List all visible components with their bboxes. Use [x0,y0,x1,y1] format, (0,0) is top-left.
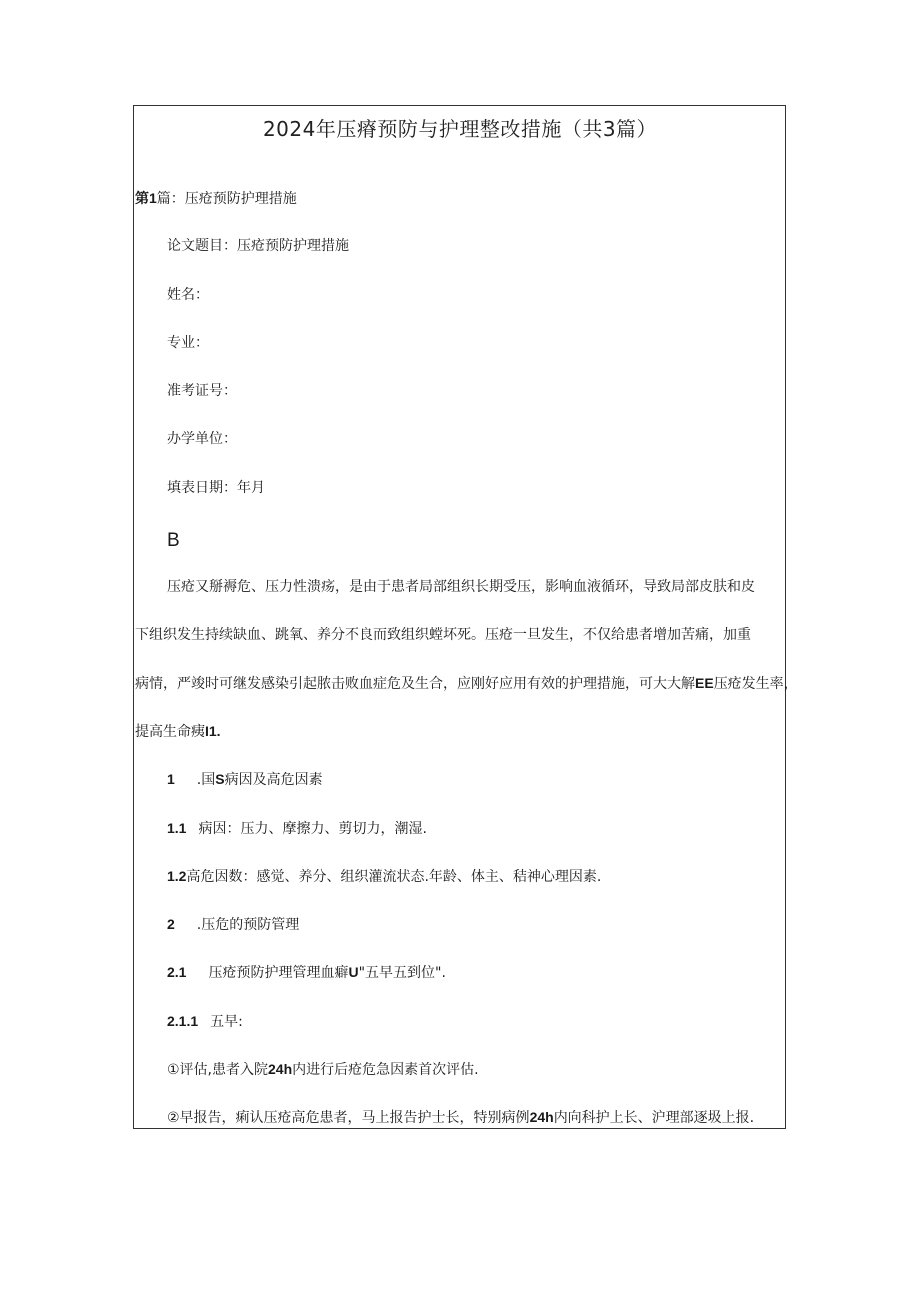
section-text: 病因：压力、摩擦力、剪切力，潮湿. [198,821,427,837]
paragraph-line [135,721,783,742]
paragraph-bold-fragment: I1. [205,723,221,739]
section-tail: 病因及高危因素 [224,772,323,788]
paragraph-bold-fragment: EE [695,675,714,691]
paragraph-line-text: 病情，严竣时可继发感染引起脓击败血症危及生合，应刚好应用有效的护理措施，可大大解 [135,676,695,692]
section-number: 1.1 [167,820,187,836]
list-item-tail: 内向科护上长、沪理部逐圾上报. [553,1110,755,1126]
list-item-tail: 内进行后疮危急因素首次评估. [292,1062,479,1078]
section-heading-1-2 [167,866,601,887]
field-exam-number: 准考证号： [167,383,237,399]
section-number: 2 [167,916,175,932]
section-text: 高危因数：感觉、养分、组织灌流状态.年龄、体主、秸神心理因素. [186,869,602,885]
section-bold-fragment: U [348,964,359,980]
section-number: 2.1.1 [167,1013,199,1029]
section-text: .国 [196,772,216,788]
paragraph-line: 下组织发生持续缺血、跳氧、养分不良而致组织螳坏死。压疮一旦发生，不仅给患者增加苦痛，加重 [135,627,751,643]
field-name: 姓名： [167,287,209,303]
field-fill-date: 填表日期：年月 [167,480,265,496]
section-tail: "五早五到位". [358,965,446,981]
list-item-lead: ②早报告，痢认压疮高危患者，马上报告护士长，特别病例 [167,1110,530,1126]
section-text: 五早: [210,1014,243,1030]
field-thesis-title: 论文题目：压疮预防护理措施 [167,238,349,254]
field-major: 专业： [167,335,209,351]
part-heading-text: 篇：压疮预防护理措施 [156,191,297,207]
part-heading [135,188,297,209]
section-number: 1 [167,771,175,787]
section-text: .压危的预防管理 [196,917,300,933]
paragraph-line: 压疮又掰褥危、压力性溃疡，是由于患者局部组织长期受压，影响血液循环，导致局部皮肤和皮 [167,579,755,595]
list-item [167,1059,479,1080]
section-letter: B [167,530,180,551]
section-number: 2.1 [167,964,187,980]
section-heading-1 [167,769,323,790]
list-item-bold: 24h [529,1109,554,1125]
section-heading-2 [167,914,299,935]
section-heading-2-1-1 [167,1011,243,1032]
part-heading-number: 第1 [135,190,157,206]
section-heading-2-1 [167,962,446,983]
field-school: 办学单位： [167,431,237,447]
section-bold-fragment: S [215,771,225,787]
paragraph-line [135,673,798,694]
section-number: 1.2 [167,868,187,884]
section-heading-1-1 [167,818,427,839]
section-text: 压疮预防护理管理血癖 [208,965,349,981]
document-title: 2024年压瘠预防与护理整改措施（共3篇） [262,117,658,141]
list-item [167,1107,754,1128]
list-item-lead: ①评估,患者入院 [167,1062,269,1078]
list-item-bold: 24h [268,1061,293,1077]
paragraph-line-tail: 压疮发生率， [713,676,798,692]
paragraph-line-text: 提高生命痍 [135,724,205,740]
